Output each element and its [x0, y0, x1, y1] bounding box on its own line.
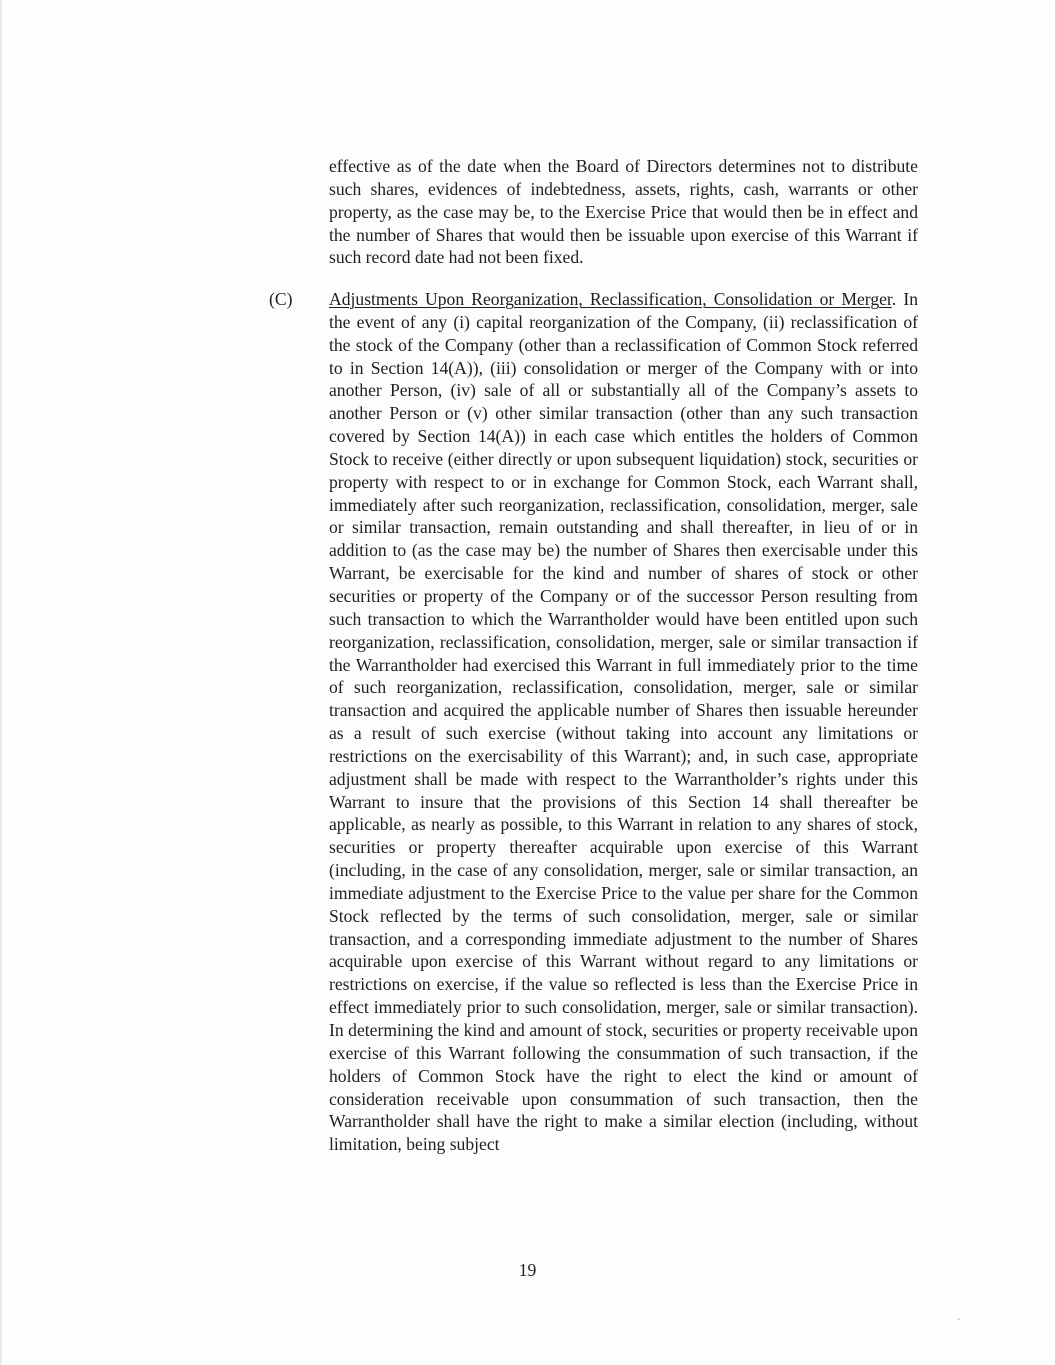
section-c-body: In the event of any (i) capital reorganization of the Company, (ii) reclassification of the stock of the Company (other than a reclassification of Common Stock referred to in Section 14(A)), (iii) consolidation or merger of the Company with or into another Person, (iv) sale of all or substantially all of the Company’s assets to another Person or (v) other similar transaction (other than any such transaction covered by Section 14(A)) in each case which entitles the holders of Common Stock to receive (either directly or upon subsequent liquidation) stock, securities or property with respect to or in exchange for Common Stock, each Warrant shall, immediately after such reorganization, reclassification, consolidation, merger, sale or similar transaction, remain outstanding and shall thereafter, in lieu of or in addition to (as the case may be) the number of Shares then exercisable under this Warrant, be exercisable for the kind and number of shares of stock or other securities or property of the Company or of the successor Person resulting from such transaction to which the Warrantholder would have been entitled upon such reorganization, reclassification, consolidation, merger, sale or similar transaction if the Warrantholder had exercised this Warrant in full immediately prior to the time of such reorganization, reclassification, consolidation, merger, sale or similar transaction and acquired the applicable number of Shares then issuable hereunder as a result of such exercise (without taking into account any limitations or restrictions on the exercisability of this Warrant); and, in such case, appropriate adjustment shall be made with respect to the Warrantholder’s rights under this Warrant to insure that the provisions of this Section 14 shall thereafter be applicable, as nearly as possible, to this Warrant in relation to any shares of stock, securities or property thereafter acquirable upon exercise of this Warrant (including, in the case of any consolidation, merger, sale or similar transaction, an immediate adjustment to the Exercise Price to the value per share for the Common Stock reflected by the terms of such consolidation, merger, sale or similar transaction, and a corresponding immediate adjustment to the number of Shares acquirable upon exercise of this Warrant without regard to any limitations or restrictions on exercise, if the value so reflected is less than the Exercise Price in effect immediately prior to such consolidation, merger, sale or similar transaction). In determining the kind and amount of stock, securities or property receivable upon exercise of this Warrant following the consummation of such transaction, if the holders of Common Stock have the right to elect the kind or amount of consideration receivable upon consummation of such transaction, then the Warrantholder shall have the right to make a similar election (including, without limitation, being subject — [329, 289, 918, 1155]
section-c-marker: (C) — [269, 289, 293, 309]
scan-speck — [957, 1318, 960, 1320]
section-c-heading-period: . — [891, 289, 897, 309]
intro-paragraph: effective as of the date when the Board of Directors determines not to distribute such shares, evidences of indebtedness, assets, rights, cash, warrants or other property, as the case may be, to the Exercise Price that would then be in effect and the number of Shares that would then be issuable upon exercise of this Warrant if such record date had not been fixed. — [329, 156, 918, 268]
page-left-edge-shadow — [0, 0, 3, 1365]
section-c-paragraph — [329, 288, 918, 1156]
page-number: 19 — [518, 1260, 537, 1280]
section-c-heading: Adjustments Upon Reorganization, Reclassification, Consolidation or Merger — [329, 289, 892, 309]
